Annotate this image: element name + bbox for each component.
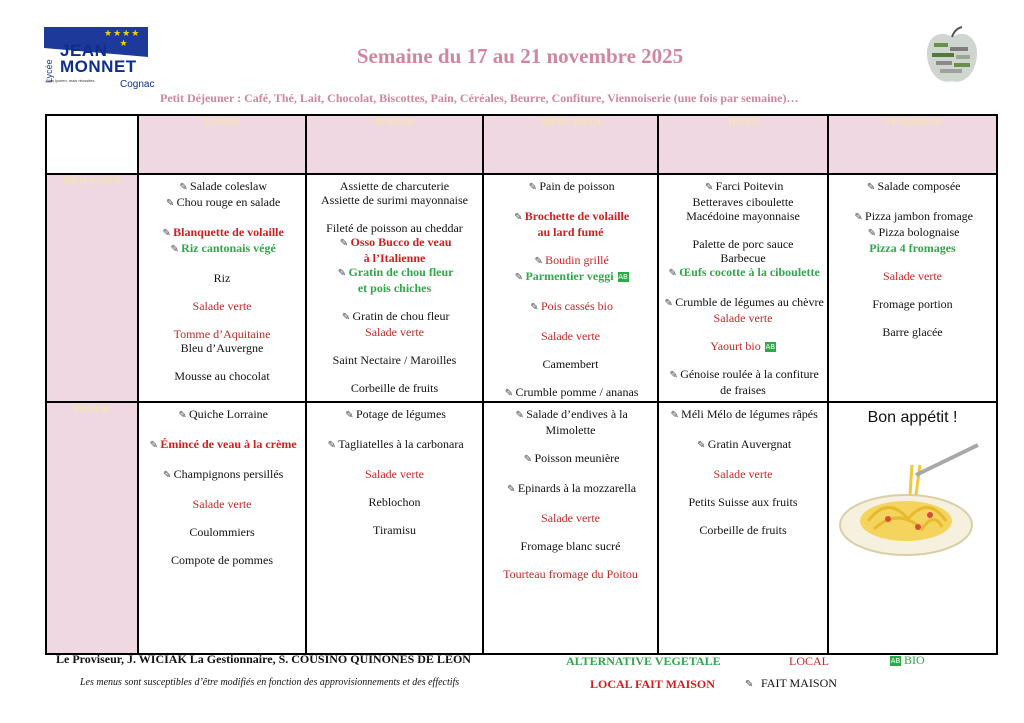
- menu-item-label: Salade verte: [713, 467, 773, 481]
- chef-hat-icon: ✎: [515, 410, 524, 421]
- menu-item-label: Tourteau fromage du Poitou: [503, 567, 638, 581]
- menu-item: [659, 367, 827, 383]
- spacer: [139, 423, 305, 437]
- menu-item-label: Salade coleslaw: [190, 179, 267, 193]
- spacer: [307, 207, 482, 221]
- menu-item-label: Champignons persillés: [173, 467, 284, 481]
- menu-item-label: à l’Italienne: [363, 251, 426, 265]
- menu-item-label: Farci Poitevin: [715, 179, 784, 193]
- menu-item: [659, 179, 827, 195]
- menu-item-label: Salade verte: [713, 311, 773, 325]
- spacer: [659, 325, 827, 339]
- menu-item: [307, 353, 482, 367]
- menu-item-label: Salade verte: [192, 299, 252, 313]
- dinner-cell: [483, 402, 658, 654]
- menu-item-label: Potage de légumes: [356, 407, 446, 421]
- menu-item-label: Émincé de veau à la crème: [160, 437, 297, 451]
- menu-item-label: Parmentier veggi: [525, 269, 614, 283]
- menu-item: [139, 467, 305, 483]
- menu-item-label: Salade composée: [877, 179, 961, 193]
- spacer: [659, 453, 827, 467]
- spacer: [484, 371, 657, 385]
- menu-item-label: Riz cantonais végé: [181, 241, 276, 255]
- menu-item: [659, 467, 827, 481]
- menu-item: [139, 525, 305, 539]
- spacer: [139, 211, 305, 225]
- menu-item: [307, 221, 482, 235]
- bio-icon: AB: [765, 343, 776, 352]
- menu-item-label: Gratin de chou fleur: [352, 309, 450, 323]
- menu-item-label: Salade verte: [192, 497, 252, 511]
- chef-hat-icon: ✎: [697, 440, 706, 451]
- menu-item: [484, 385, 657, 401]
- menu-item-label: Fromage portion: [872, 297, 953, 311]
- menu-item-label: Saint Nectaire / Maroilles: [332, 353, 457, 367]
- chef-hat-icon: ✎: [149, 440, 159, 451]
- meal-label-lunch: DÉJEUNER: [46, 174, 138, 402]
- menu-item-label: Camembert: [542, 357, 599, 371]
- lunch-cell: [658, 174, 828, 402]
- logo-lycee-text: Lycée: [44, 59, 54, 83]
- chef-hat-icon: ✎: [523, 454, 533, 465]
- spacer: [659, 223, 827, 237]
- menu-item-label: Petits Suisse aux fruits: [688, 495, 798, 509]
- menu-item: [307, 179, 482, 193]
- menu-item: [829, 297, 996, 311]
- menu-item: [484, 179, 657, 195]
- signatures: Le Proviseur, J. WICIAK La Gestionnaire, S. COUSINO QUINONES DE LEON: [56, 652, 471, 666]
- chef-hat-icon: ✎: [165, 198, 175, 209]
- menu-item-label: Brochette de volaille: [524, 209, 630, 223]
- lunch-cell: [306, 174, 483, 402]
- menu-item: [139, 341, 305, 355]
- menu-item: [307, 437, 482, 453]
- legend-bio-label: BIO: [904, 653, 925, 667]
- menu-item-label: Corbeille de fruits: [699, 523, 787, 537]
- spacer: [307, 423, 482, 437]
- menu-item-label: Poisson meunière: [534, 451, 620, 465]
- bio-icon: AB: [890, 657, 901, 666]
- dinner-cell: [658, 402, 828, 654]
- menu-item-label: Yaourt bio: [710, 339, 761, 353]
- spacer: [829, 311, 996, 325]
- menu-item-label: Barbecue: [720, 251, 766, 265]
- menu-item-label: Salade verte: [365, 325, 424, 339]
- menu-item: [484, 357, 657, 371]
- menu-item: [484, 269, 657, 285]
- menu-item-label: Pizza jambon fromage: [865, 209, 973, 223]
- spacer: [659, 481, 827, 495]
- menu-item: [307, 251, 482, 265]
- spacer: [484, 315, 657, 329]
- legend-bio: [890, 653, 925, 668]
- spacer: [307, 295, 482, 309]
- chef-hat-icon: ✎: [162, 470, 172, 481]
- spacer: [659, 509, 827, 523]
- bon-appetit-text: Bon appétit !: [867, 409, 958, 426]
- day-header-wednesday: MERCREDI: [483, 115, 658, 174]
- spacer: [484, 343, 657, 357]
- legend-fait-maison-label: FAIT MAISON: [761, 676, 837, 690]
- chef-hat-icon: ✎: [745, 679, 754, 690]
- menu-item: [829, 179, 996, 195]
- lunch-cell: [138, 174, 306, 402]
- menu-item-label: Tagliatelles à la carbonara: [338, 437, 464, 451]
- spacer: [307, 481, 482, 495]
- legend-local-fait-maison: LOCAL FAIT MAISON: [590, 677, 715, 691]
- menu-item: [307, 407, 482, 423]
- logo-line2: MONNET: [60, 57, 137, 76]
- menu-item-label: Pizza 4 fromages: [869, 241, 956, 255]
- menu-item: [659, 237, 827, 251]
- menu-item-label: Coulommiers: [189, 525, 255, 539]
- spacer: [659, 353, 827, 367]
- menu-item: [484, 407, 657, 423]
- menu-item-label: Pizza bolognaise: [878, 225, 960, 239]
- menu-item: [659, 265, 827, 281]
- spacer: [307, 367, 482, 381]
- spacer: [484, 467, 657, 481]
- menu-item-label: Méli Mélo de légumes râpés: [681, 407, 818, 421]
- menu-item-label: Quiche Lorraine: [189, 407, 268, 421]
- menu-item-label: Reblochon: [368, 495, 421, 509]
- chef-hat-icon: ✎: [337, 268, 347, 279]
- menu-item: [484, 481, 657, 497]
- menu-item: [484, 299, 657, 315]
- disclaimer-note: Les menus sont susceptibles d’être modifiés en fonction des approvisionnements et des effectifs: [80, 677, 460, 688]
- table-corner: [46, 115, 138, 174]
- day-header-monday: LUNDI: [138, 115, 306, 174]
- chef-hat-icon: ✎: [669, 370, 678, 381]
- menu-item-label: Betteraves ciboulette: [692, 195, 794, 209]
- menu-item-label: Macédoine mayonnaise: [686, 209, 800, 223]
- spacer: [139, 453, 305, 467]
- menu-item-label: Compote de pommes: [171, 553, 273, 567]
- menu-item: [484, 511, 657, 525]
- menu-item: [139, 553, 305, 567]
- menu-item-label: Mousse au chocolat: [174, 369, 270, 383]
- spacer: [307, 509, 482, 523]
- menu-item: [829, 325, 996, 339]
- spacer: [484, 239, 657, 253]
- spacer: [139, 355, 305, 369]
- spacer: [484, 497, 657, 511]
- menu-item: [139, 195, 305, 211]
- spacer: [139, 539, 305, 553]
- menu-item: [307, 467, 482, 481]
- page-title: Semaine du 17 au 21 novembre 2025: [356, 44, 684, 68]
- menu-item: [484, 225, 657, 239]
- menu-item-label: Barre glacée: [882, 325, 943, 339]
- menu-item-label: Salade verte: [541, 511, 600, 525]
- menu-item: [484, 423, 657, 437]
- menu-item-label: Epinards à la mozzarella: [517, 481, 637, 495]
- bio-icon: AB: [618, 273, 628, 282]
- chef-hat-icon: ✎: [339, 238, 349, 249]
- menu-item: [659, 437, 827, 453]
- spacer: [484, 195, 657, 209]
- chef-hat-icon: ✎: [664, 298, 673, 309]
- spacer: [307, 339, 482, 353]
- menu-item: [659, 295, 827, 311]
- menu-item: [659, 311, 827, 325]
- chef-hat-icon: ✎: [162, 228, 171, 239]
- spacer: [484, 525, 657, 539]
- menu-item: [829, 209, 996, 225]
- spacer: [659, 423, 827, 437]
- menu-item: [139, 369, 305, 383]
- spacer: [307, 453, 482, 467]
- menu-item: [484, 567, 657, 581]
- menu-item-label: Salade verte: [541, 329, 600, 343]
- meal-label-dinner: DINER: [46, 402, 138, 654]
- menu-item: [307, 193, 482, 207]
- menu-item: [139, 299, 305, 313]
- chef-hat-icon: ✎: [528, 182, 538, 193]
- chef-hat-icon: ✎: [179, 182, 188, 193]
- chef-hat-icon: ✎: [341, 312, 351, 323]
- dinner-cell: [306, 402, 483, 654]
- logo-tagline: Bien lycéen, mais réussites: [46, 78, 95, 83]
- legend-local: LOCAL: [789, 654, 829, 668]
- menu-item-label: Fromage blanc sucré: [520, 539, 621, 553]
- menu-item: [484, 451, 657, 467]
- menu-item: [484, 329, 657, 343]
- chef-hat-icon: ✎: [514, 212, 523, 223]
- spacer: [139, 483, 305, 497]
- chef-hat-icon: ✎: [345, 410, 354, 421]
- chef-hat-icon: ✎: [854, 212, 863, 223]
- menu-item: [659, 407, 827, 423]
- day-header-thursday: JEUDI: [658, 115, 828, 174]
- menu-item-label: Pain de poisson: [539, 179, 615, 193]
- spacer: [829, 255, 996, 269]
- spacer: [829, 283, 996, 297]
- menu-item: [139, 271, 305, 285]
- menu-item: [829, 225, 996, 241]
- menu-item-label: Fileté de poisson au cheddar: [326, 221, 463, 235]
- pasta-plate-illustration: [838, 435, 988, 565]
- dinner-cell: [138, 402, 306, 654]
- chef-hat-icon: ✎: [507, 484, 516, 495]
- legend-alt-veg: ALTERNATIVE VEGETALE: [566, 654, 721, 668]
- spacer: [829, 195, 996, 209]
- menu-item: [139, 497, 305, 511]
- menu-item-label: Assiette de charcuterie: [339, 179, 450, 193]
- dinner-friday-cell: [828, 402, 997, 654]
- breakfast-line: Petit Déjeuner : Café, Thé, Lait, Chocolat, Biscottes, Pain, Céréales, Beurre, Confiture, Viennoiserie (une fois par semaine)…: [160, 91, 799, 105]
- menu-item-label: Salade verte: [883, 269, 942, 283]
- menu-item: [484, 209, 657, 225]
- spacer: [484, 285, 657, 299]
- menu-item: [139, 407, 305, 423]
- menu-item-label: Pois cassés bio: [541, 299, 613, 313]
- logo-city: Cognac: [120, 79, 155, 90]
- menu-item: [659, 495, 827, 509]
- menu-item-label: Tomme d’Aquitaine: [173, 327, 271, 341]
- menu-item-label: Assiette de surimi mayonnaise: [321, 193, 468, 207]
- menu-item: [307, 281, 482, 295]
- school-logo: [44, 27, 155, 90]
- menu-item-label: Gratin de chou fleur: [348, 265, 454, 279]
- menu-item: [307, 381, 482, 395]
- menu-item: [139, 179, 305, 195]
- logo-line1: JEAN: [60, 41, 108, 60]
- menu-item: [139, 225, 305, 241]
- menu-item-label: Riz: [213, 271, 231, 285]
- chef-hat-icon: ✎: [670, 410, 679, 421]
- chef-hat-icon: ✎: [866, 182, 876, 193]
- menu-item-label: Crumble pomme / ananas: [515, 385, 639, 399]
- menu-item: [484, 253, 657, 269]
- spacer: [659, 281, 827, 295]
- menu-item-label: Bleu d’Auvergne: [180, 341, 264, 355]
- menu-item-label: au lard fumé: [537, 225, 604, 239]
- menu-item-label: Salade verte: [365, 467, 424, 481]
- menu-item-label: Palette de porc sauce: [692, 237, 794, 251]
- menu-item: [307, 495, 482, 509]
- stars-icon: ★★★★ ★: [104, 29, 141, 49]
- day-header-friday: VENDREDI: [828, 115, 997, 174]
- menu-item-label: et pois chiches: [357, 281, 432, 295]
- menu-item-label: Boudin grillé: [545, 253, 609, 267]
- menu-item: [659, 523, 827, 537]
- chef-hat-icon: ✎: [514, 272, 524, 283]
- chef-hat-icon: ✎: [178, 410, 187, 421]
- menu-item: [307, 265, 482, 281]
- menu-item: [829, 269, 996, 283]
- menu-item: [307, 235, 482, 251]
- menu-item: [307, 523, 482, 537]
- spacer: [139, 511, 305, 525]
- menu-item-label: Mimolette: [545, 423, 596, 437]
- spacer: [139, 313, 305, 327]
- chef-hat-icon: ✎: [327, 440, 336, 451]
- chef-hat-icon: ✎: [867, 228, 877, 239]
- menu-item: [139, 437, 305, 453]
- menu-item-label: Tiramisu: [373, 523, 416, 537]
- menu-item: [484, 539, 657, 553]
- menu-item: [139, 327, 305, 341]
- menu-item: [307, 309, 482, 325]
- menu-item: [659, 251, 827, 265]
- chef-hat-icon: ✎: [170, 244, 179, 255]
- menu-item-label: Osso Bucco de veau: [350, 235, 452, 249]
- menu-item-label: Crumble de légumes au chèvre: [675, 295, 824, 309]
- day-header-tuesday: MARDI: [306, 115, 483, 174]
- lunch-cell: [483, 174, 658, 402]
- menu-item-label: Blanquette de volaille: [173, 225, 284, 239]
- spacer: [139, 285, 305, 299]
- chef-hat-icon: ✎: [504, 388, 514, 399]
- menu-item-label: Gratin Auvergnat: [707, 437, 792, 451]
- menu-item-label: Chou rouge en salade: [176, 195, 281, 209]
- menu-item: [307, 325, 482, 339]
- menu-item-label: Corbeille de fruits: [350, 381, 439, 395]
- menu-item-label: Génoise roulée à la confiture: [680, 367, 819, 381]
- chef-hat-icon: ✎: [668, 268, 677, 279]
- menu-item: [659, 195, 827, 209]
- chef-hat-icon: ✎: [530, 302, 539, 313]
- lunch-cell: [828, 174, 997, 402]
- menu-item-label: Œufs cocotte à la ciboulette: [679, 265, 820, 279]
- menu-item: [659, 209, 827, 223]
- chef-hat-icon: ✎: [534, 256, 543, 267]
- spacer: [139, 257, 305, 271]
- menu-item: [829, 241, 996, 255]
- legend-fait-maison: [745, 676, 837, 691]
- spacer: [484, 437, 657, 451]
- apple-wordcloud-icon: [922, 25, 982, 87]
- menu-item: [659, 339, 827, 353]
- menu-item: [139, 241, 305, 257]
- spacer: [484, 553, 657, 567]
- weekly-menu-table: [45, 114, 998, 655]
- chef-hat-icon: ✎: [704, 182, 714, 193]
- menu-item-label: de fraises: [720, 383, 766, 397]
- menu-item: [659, 383, 827, 397]
- menu-item-label: Salade d’endives à la: [526, 407, 628, 421]
